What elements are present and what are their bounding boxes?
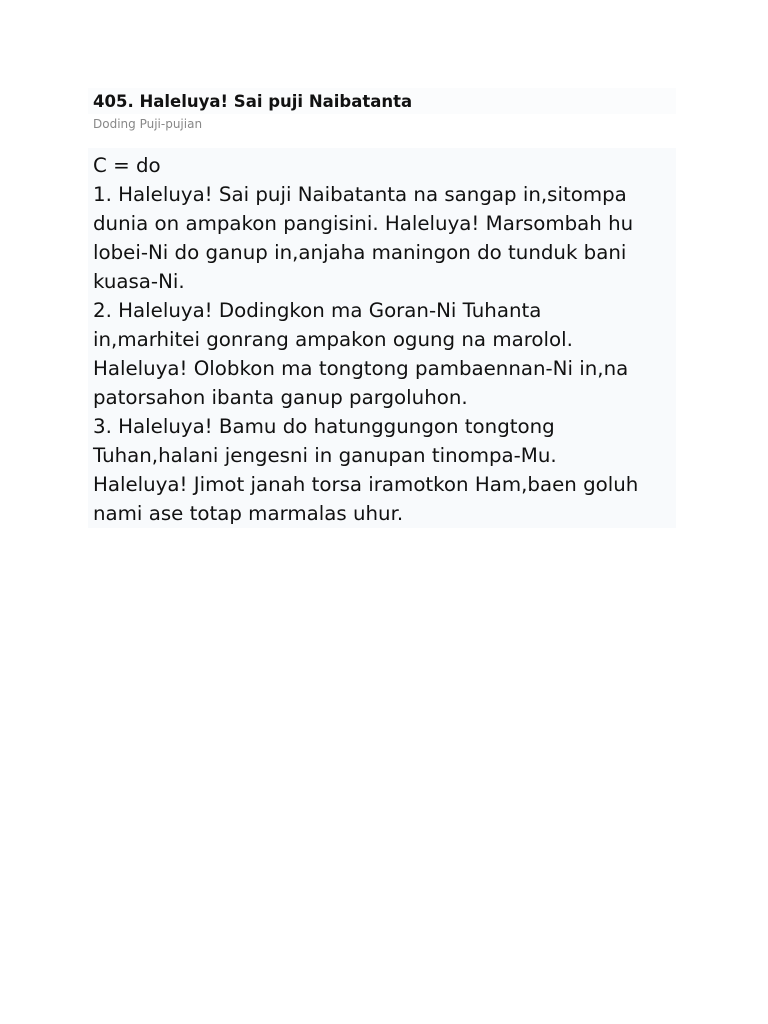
lyrics-line: 2. Haleluya! Dodingkon ma Goran-Ni Tuhanta [93,299,542,322]
lyrics-line: Tuhan,halani jengesni in ganupan tinompa-Mu. [93,444,557,467]
hymn-title: 405. Haleluya! Sai puji Naibatanta [93,92,413,111]
lyrics-line: in,marhitei gonrang ampakon ogung na marolol. [93,328,573,351]
lyrics-line: kuasa-Ni. [93,270,185,293]
lyrics-line: 1. Haleluya! Sai puji Naibatanta na sangap in,sitompa [93,183,627,206]
lyrics-line: nami ase totap marmalas uhur. [93,502,404,525]
lyrics-line: Haleluya! Jimot janah torsa iramotkon Ham,baen goluh [93,473,639,496]
lyrics-line: Haleluya! Olobkon ma tongtong pambaennan-Ni in,na [93,357,629,380]
lyrics-line: lobei-Ni do ganup in,anjaha maningon do tunduk bani [93,241,627,264]
lyrics-text [93,151,673,528]
lyrics-line: 3. Haleluya! Bamu do hatunggungon tongtong [93,415,555,438]
lyrics-line: dunia on ampakon pangisini. Haleluya! Marsombah hu [93,212,634,235]
hymn-category: Doding Puji-pujian [93,117,203,131]
key-signature-line: C = do [93,154,161,177]
lyrics-line: patorsahon ibanta ganup pargoluhon. [93,386,468,409]
